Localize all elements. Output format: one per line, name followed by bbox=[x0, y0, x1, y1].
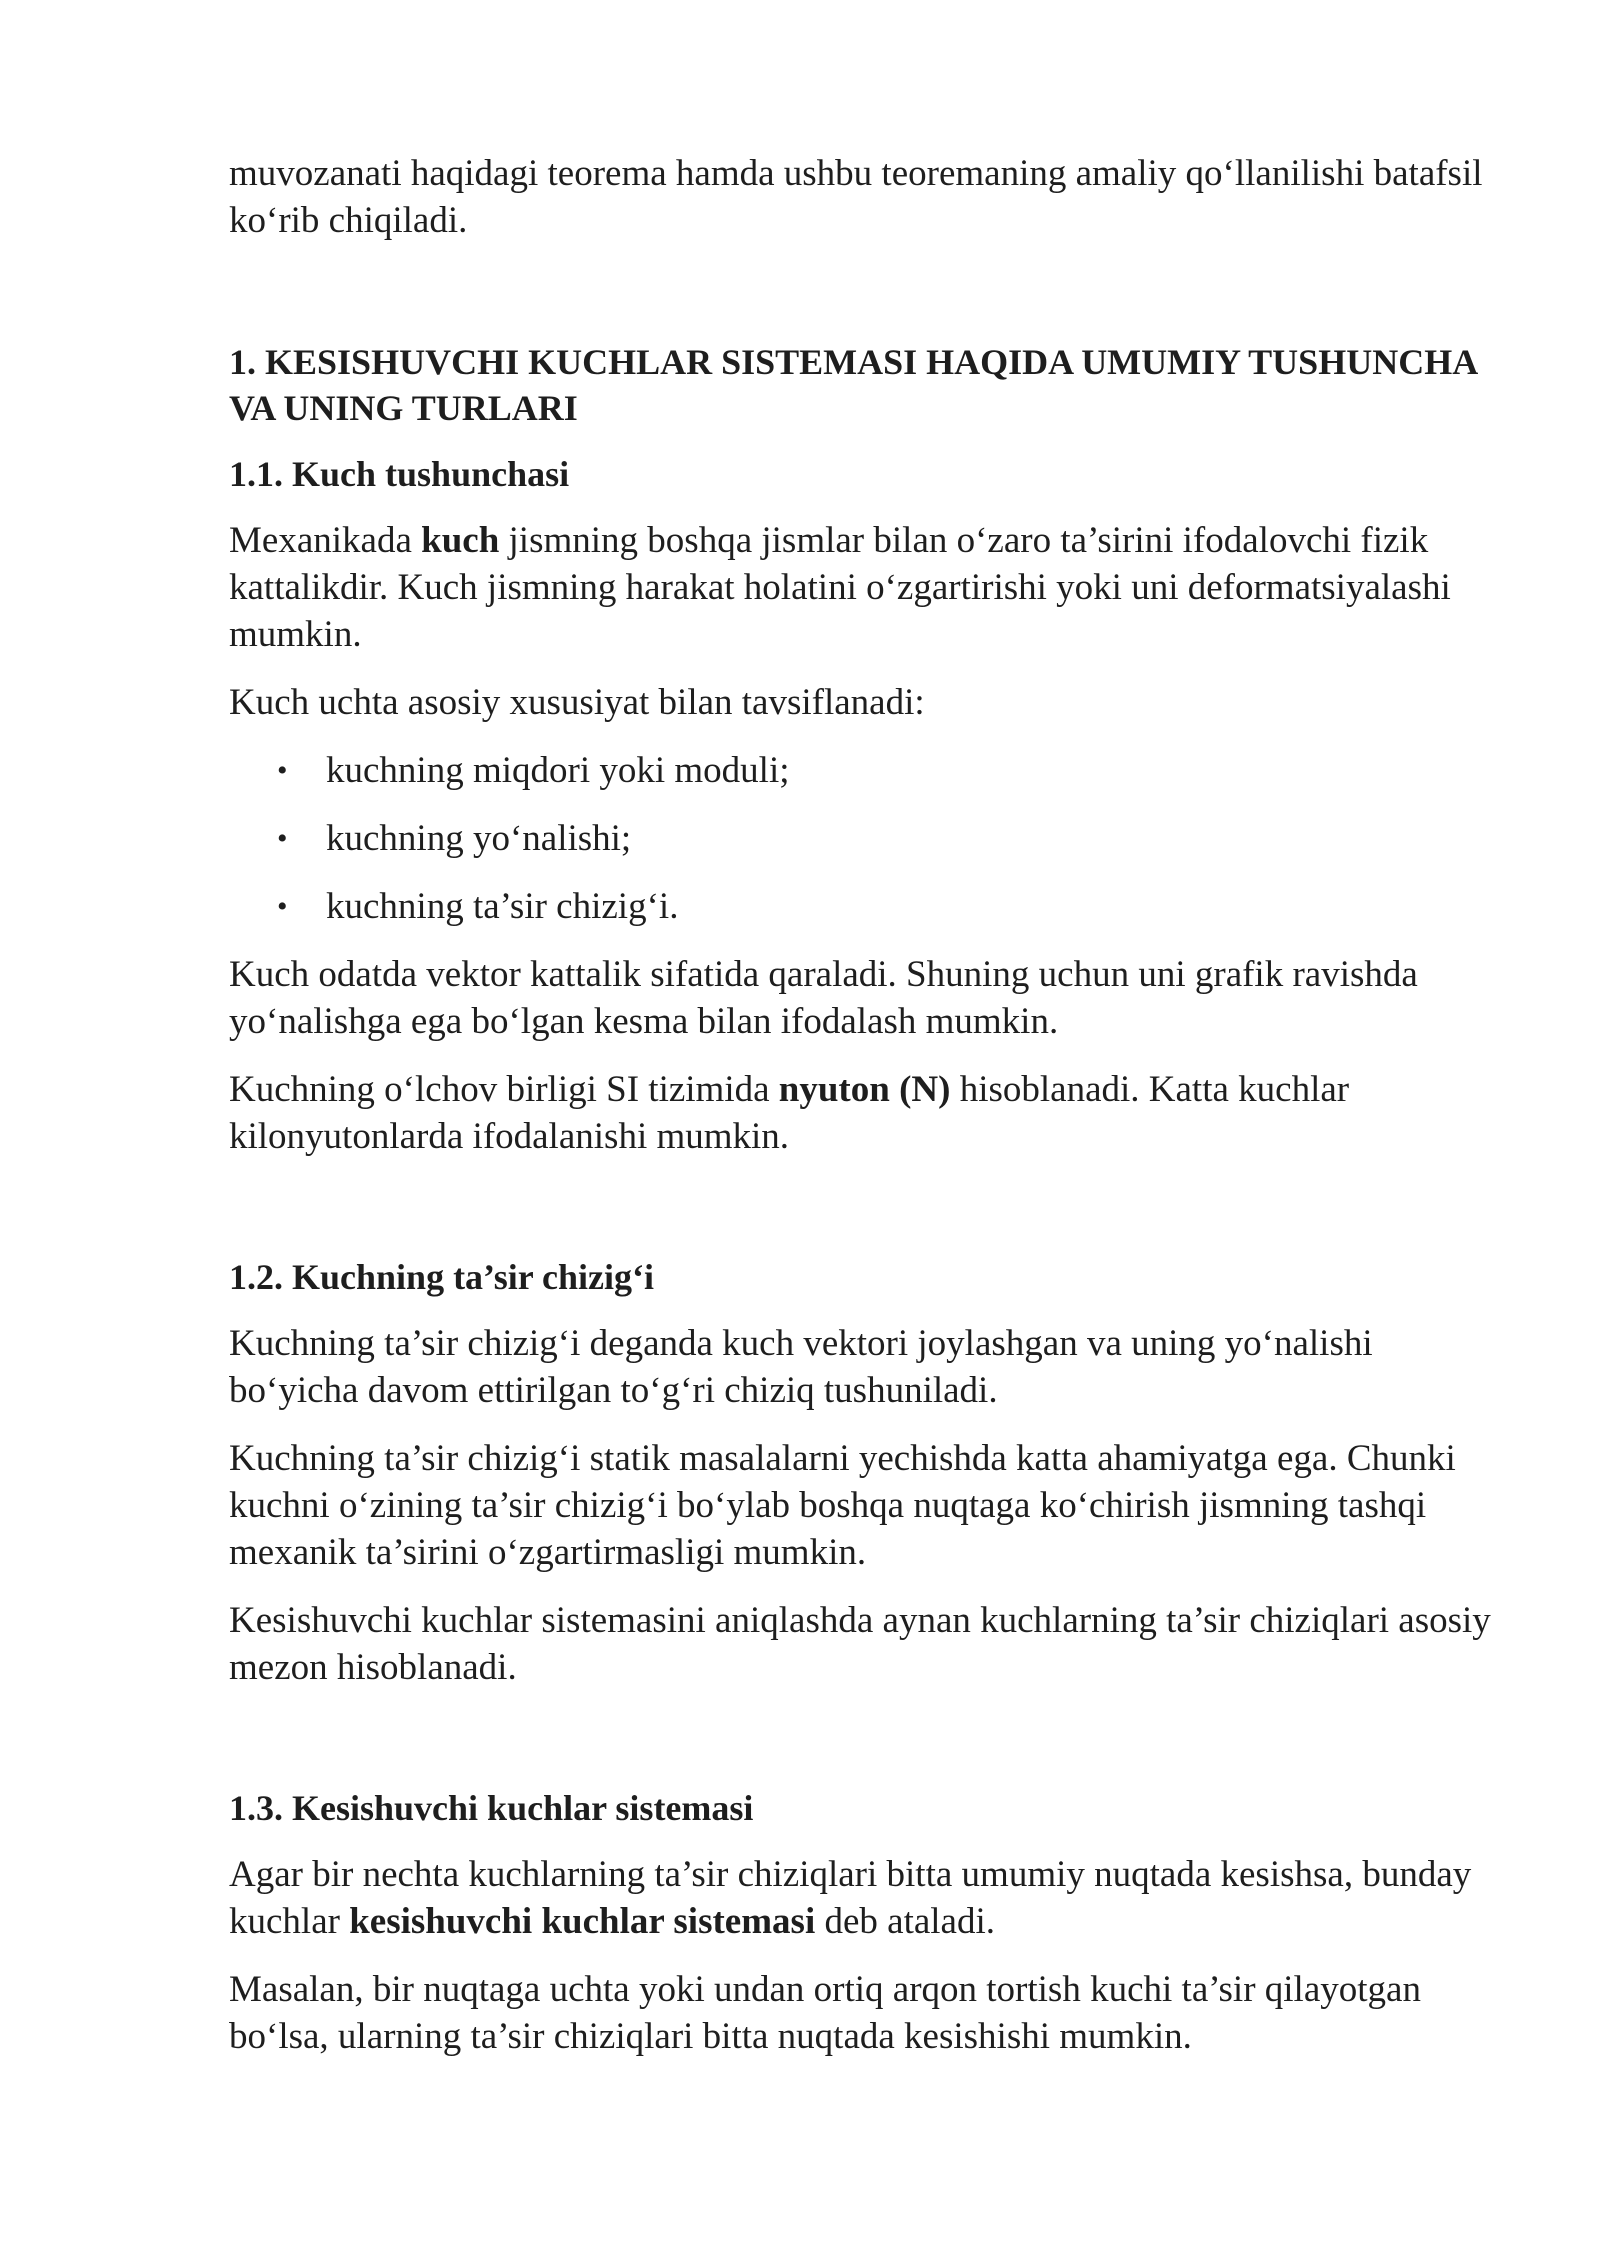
bold-term-kuch: kuch bbox=[421, 520, 500, 561]
line-of-action-criterion: Kesishuvchi kuchlar sistemasini aniqlashda aynan kuchlarning ta’sir chiziqlari asosiy mezon hisoblanadi. bbox=[229, 1600, 1491, 1688]
force-definition-paragraph bbox=[229, 517, 1491, 658]
text-run: jismning boshqa jismlar bilan o‘zaro ta’sirini ifodalovchi fizik kattalikdir. Kuch jismning harakat holatini o‘zgartirishi yoki uni deformatsiyalashi mumkin. bbox=[229, 520, 1451, 655]
document-page bbox=[229, 150, 1491, 2081]
vector-paragraph: Kuch odatda vektor kattalik sifatida qaraladi. Shuning uchun uni grafik ravishda yo‘nalishga ega bo‘lgan kesma bilan ifodalash mumkin. bbox=[229, 954, 1418, 1042]
bold-term-nyuton: nyuton (N) bbox=[778, 1069, 951, 1110]
subsection-1-1-heading: 1.1. Kuch tushunchasi bbox=[229, 454, 570, 494]
list-item bbox=[229, 747, 1491, 794]
text-run: deb ataladi. bbox=[815, 1901, 996, 1942]
list-item-text: kuchning yo‘nalishi; bbox=[326, 818, 632, 859]
text-run: Mexanikada bbox=[229, 520, 422, 561]
text-run: Kuchning o‘lchov birligi SI tizimida bbox=[229, 1069, 779, 1110]
unit-paragraph bbox=[229, 1066, 1491, 1160]
subsection-1-3-heading: 1.3. Kesishuvchi kuchlar sistemasi bbox=[229, 1788, 754, 1828]
line-of-action-definition: Kuchning ta’sir chizig‘i deganda kuch vektori joylashgan va uning yo‘nalishi bo‘yicha davom ettirilgan to‘g‘ri chiziq tushuniladi. bbox=[229, 1323, 1373, 1411]
concurrent-system-example: Masalan, bir nuqtaga uchta yoki undan ortiq arqon tortish kuchi ta’sir qilayotgan bo‘lsa, ularning ta’sir chiziqlari bitta nuqtada kesishishi mumkin. bbox=[229, 1969, 1421, 2057]
list-item bbox=[229, 883, 1491, 930]
bullet-icon: • bbox=[277, 890, 288, 923]
subsection-1-2-heading: 1.2. Kuchning ta’sir chizig‘i bbox=[229, 1257, 655, 1297]
list-item bbox=[229, 815, 1491, 862]
bold-term-concurrent-system: kesishuvchi kuchlar sistemasi bbox=[349, 1901, 816, 1942]
line-of-action-importance: Kuchning ta’sir chizig‘i statik masalalarni yechishda katta ahamiyatga ega. Chunki kuchni o‘zining ta’sir chizig‘i bo‘ylab boshqa nuqtaga ko‘chirish jismning tashqi mexanik ta’sirini o‘zgartirmasligi mumkin. bbox=[229, 1438, 1456, 1573]
list-item-text: kuchning ta’sir chizig‘i. bbox=[326, 886, 679, 927]
force-properties-intro: Kuch uchta asosiy xususiyat bilan tavsiflanadi: bbox=[229, 682, 925, 723]
bullet-icon: • bbox=[277, 822, 288, 855]
bullet-icon: • bbox=[277, 754, 288, 787]
text-run: Agar bir nechta kuchlarning ta’sir chiziqlari bitta umumiy nuqtada kesishsa, bunday kuchlar bbox=[229, 1854, 1472, 1942]
section-1-heading: 1. KESISHUVCHI KUCHLAR SISTEMASI HAQIDA UMUMIY TUSHUNCHA VA UNING TURLARI bbox=[229, 342, 1477, 428]
text-run: hisoblanadi. Katta kuchlar kilonyutonlarda ifodalanishi mumkin. bbox=[229, 1069, 1350, 1157]
intro-paragraph: muvozanati haqidagi teorema hamda ushbu teoremaning amaliy qo‘llanilishi batafsil ko‘rib chiqiladi. bbox=[229, 153, 1483, 241]
list-item-text: kuchning miqdori yoki moduli; bbox=[326, 750, 790, 791]
force-properties-list bbox=[229, 747, 1491, 930]
concurrent-system-definition bbox=[229, 1851, 1491, 1945]
